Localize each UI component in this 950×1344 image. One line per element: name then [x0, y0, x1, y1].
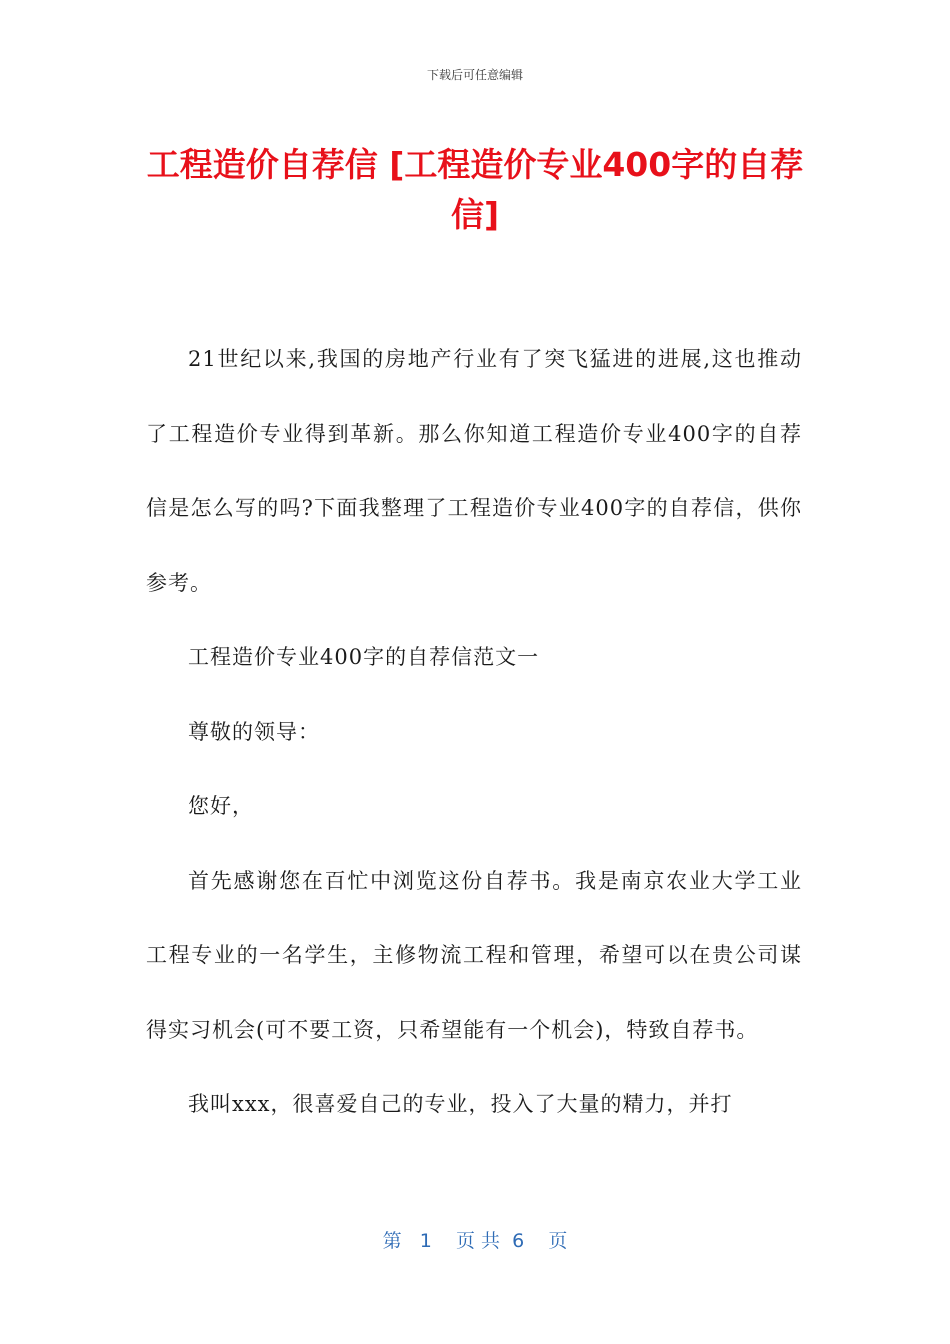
paragraph-sample-heading: 工程造价专业400字的自荐信范文一 — [188, 645, 540, 669]
paragraph-self-intro: 我叫xxx，很喜爱自己的专业，投入了大量的精力，并打 — [188, 1092, 733, 1116]
document-title: 工程造价自荐信 [工程造价专业400字的自荐信] — [146, 145, 804, 234]
paragraph-opening: 首先感谢您在百忙中浏览这份自荐书。我是南京农业大学工业工程专业的一名学生，主修物流工程和管理，希望可以在贵公司谋得实习机会(可不要工资，只希望能有一个机会)，特致自荐书。 — [146, 868, 802, 1042]
header-note: 下载后可任意编辑 — [426, 68, 523, 82]
paragraph-intro: 21世纪以来,我国的房地产行业有了突飞猛进的进展,这也推动了工程造价专业得到革新。那么你知道工程造价专业400字的自荐信是怎么写的吗?下面我整理了工程造价专业400字的自荐信，供你参考。 — [146, 347, 802, 595]
paragraph-salutation: 尊敬的领导： — [188, 719, 320, 744]
paragraph-greeting: 您好， — [188, 794, 254, 818]
document-body — [146, 322, 802, 1142]
page-number-footer: 第 1 页 共 6 页 — [382, 1230, 568, 1252]
